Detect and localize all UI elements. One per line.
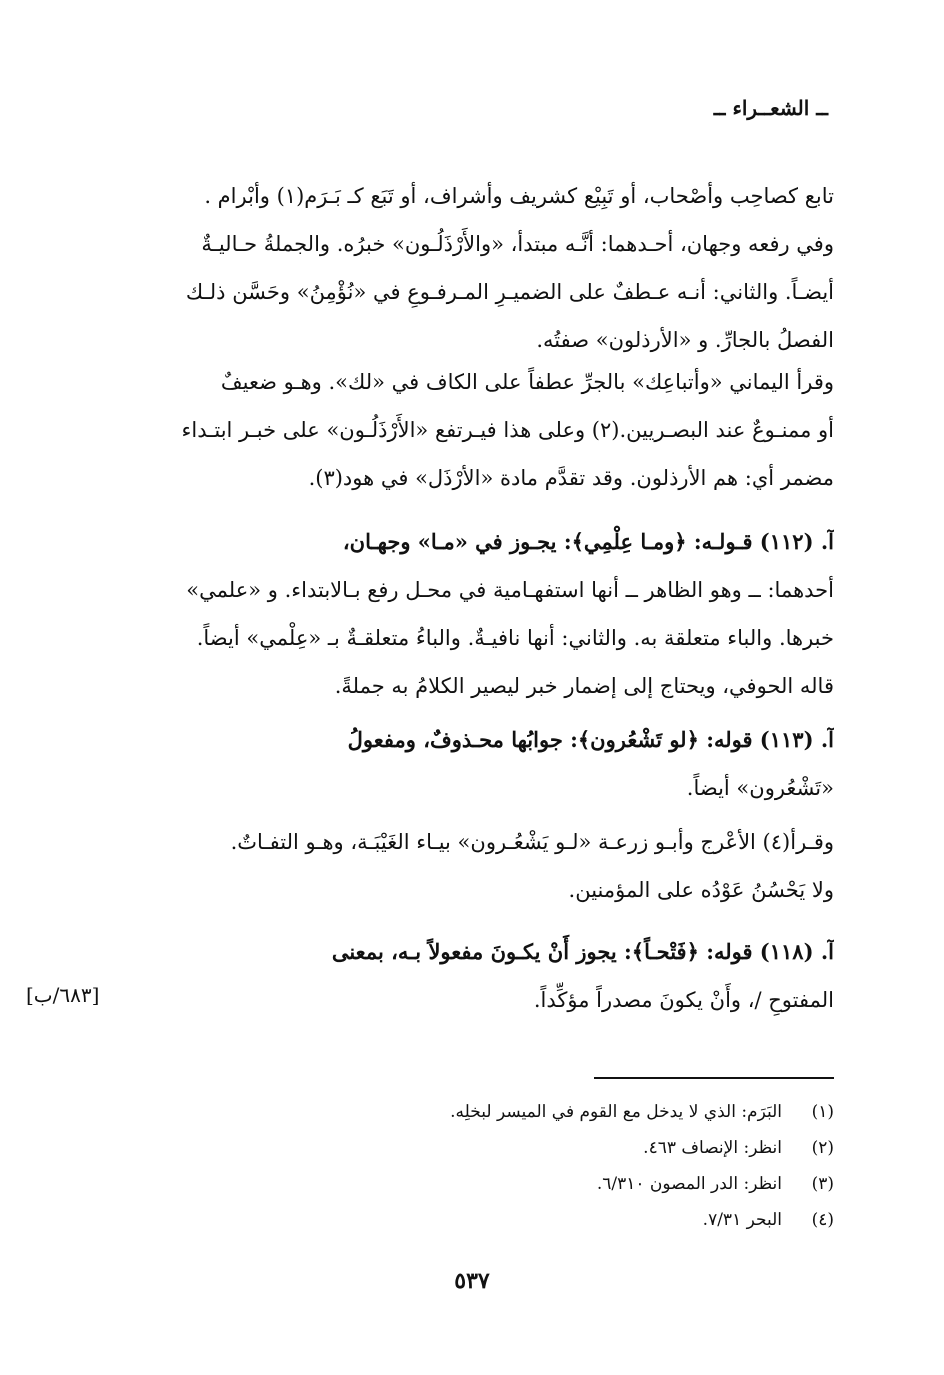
paragraph-4	[140, 716, 834, 812]
footnote-divider	[594, 1077, 834, 1079]
footnote	[294, 1166, 834, 1202]
text-line: «تَشْعُرون» أيضاً.	[686, 776, 834, 800]
footnote-number: (٢)	[811, 1138, 834, 1158]
text-line: خبرها. والباء متعلقة به. والثاني: أنها نافيـةٌ. والباءُ متعلقـةٌ بـ «عِلْمي» أيضاً.	[196, 626, 834, 650]
page-header: ــ الشعــراء ــ	[713, 96, 828, 120]
text-line: قاله الحوفي، ويحتاج إلى إضمار خبر ليصير الكلامُ به جملةً.	[334, 674, 834, 698]
paragraph-1	[140, 172, 834, 364]
text-line: وفي رفعه وجهان، أحـدهما: أنَّـه مبتدأ، «والأَرْذَلُـون» خبرُه. والجملةُ حـاليـةٌ	[201, 232, 834, 256]
text-line: أو ممنـوعٌ عند البصـريين.(٢) وعلى هذا فيـرتفع «الأَرْذَلُـون» على خبـر ابتـداء	[181, 418, 834, 442]
text-line: ولا يَحْسُنُ عَوْدُه على المؤمنين.	[568, 878, 834, 902]
page-number: ٥٣٧	[454, 1268, 490, 1294]
paragraph-6	[140, 928, 834, 1024]
text-line: أيضـاً. والثاني: أنـه عـطفٌ على الضميـرِ المـرفـوعِ في «نُؤْمِنُ» وحَسَّن ذلـك	[185, 280, 834, 304]
text-line: المفتوحِ /، وأَنْ يكونَ مصدراً مؤكِّداً.	[533, 988, 834, 1012]
text-line: وقـرأ(٤) الأعْرج وأبـو زرعـة «لـو يَشْعُـرون» بيـاء الغَيْبَـة، وهـو التفـاتٌ.	[230, 830, 834, 854]
text-line: الفصلُ بالجارِّ. و «الأرذلون» صفتُه.	[536, 328, 834, 352]
footnotes	[294, 1094, 834, 1238]
manuscript-folio-reference: [٦٨٣/ب]	[26, 983, 100, 1007]
footnote-text: انظر: الإنصاف ٤٦٣.	[643, 1138, 782, 1158]
paragraph-3	[140, 518, 834, 710]
footnote-text: البَرَم: الذي لا يدخل مع القوم في الميسر لبخلِه.	[450, 1102, 782, 1122]
text-line: تابع كصاحِب وأصْحاب، أو تَبِيْع كشريف وأشراف، أو تَبَع كـ بَـرَم(١) وأبْرام .	[204, 184, 834, 208]
footnote	[294, 1094, 834, 1130]
footnote	[294, 1202, 834, 1238]
text-line: مضمر أي: هم الأرذلون. وقد تقدَّم مادة «الأرْذَل» في هود(٣).	[308, 466, 834, 490]
verse-heading-line: آ. (١١٣) قوله: ﴿لو تَشْعُرون﴾: جوابُها محـذوفٌ، ومفعولُ	[347, 727, 834, 752]
paragraph-5	[140, 818, 834, 914]
text-line: وقرأ اليماني «وأتباعِك» بالجرِّ عطفاً على الكاف في «لك». وهـو ضعيفٌ	[220, 370, 834, 394]
verse-heading-line: آ. (١١٢) قـولـه: ﴿ومـا عِلْمِي﴾: يجـوز في «مـا» وجهـان،	[342, 529, 834, 554]
footnote-number: (١)	[811, 1102, 834, 1122]
footnote-text: انظر: الدر المصون ٦/٣١٠.	[596, 1174, 782, 1194]
footnote-number: (٣)	[811, 1174, 834, 1194]
text-line: أحدهما: ــ وهو الظاهر ــ أنها استفهـامية في محـل رفع بـالابتداء. و «علمي»	[186, 578, 834, 602]
footnote-number: (٤)	[811, 1210, 834, 1230]
footnote	[294, 1130, 834, 1166]
verse-heading-line: آ. (١١٨) قوله: ﴿فَتْحـاً﴾: يجوز أَنْ يكـونَ مفعولاً بـه، بمعنى	[331, 939, 834, 964]
footnote-text: البحر ٧/٣١.	[702, 1210, 782, 1230]
paragraph-2	[140, 358, 834, 502]
